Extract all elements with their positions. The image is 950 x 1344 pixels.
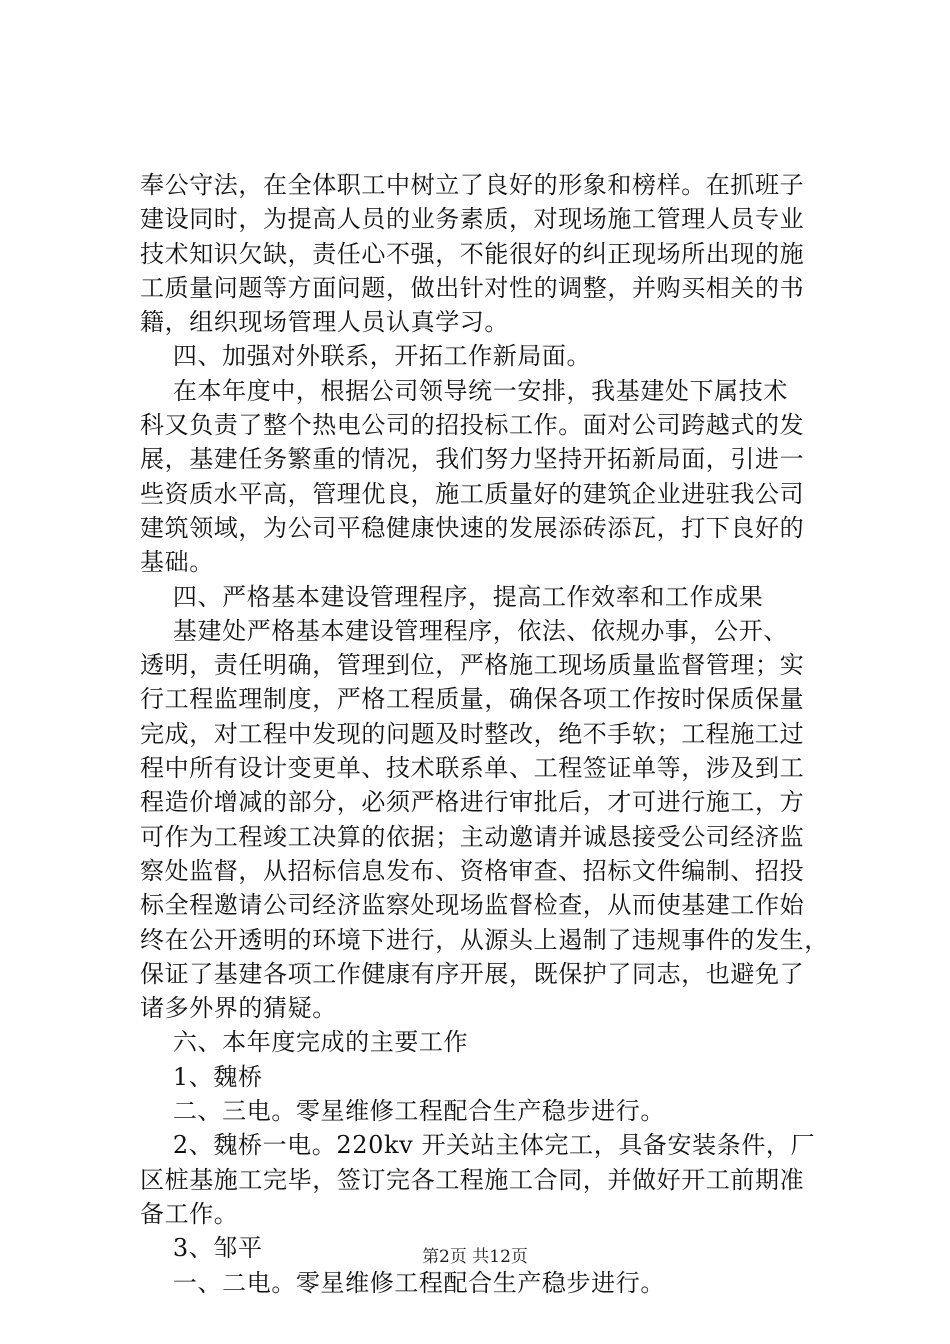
text-line: 3、邹平 xyxy=(140,1234,263,1263)
text-line: 基础。 xyxy=(140,548,214,577)
text-line: 保证了基建各项工作健康有序开展，既保护了同志，也避免了 xyxy=(140,959,805,988)
text-line: 备工作。 xyxy=(140,1199,239,1228)
text-line: 基建处严格基本建设管理程序，依法、依规办事，公开、 xyxy=(140,616,788,645)
text-line: 六、本年度完成的主要工作 xyxy=(140,1028,469,1057)
text-line: 察处监督，从招标信息发布、资格审查、招标文件编制、招投 xyxy=(140,856,805,885)
text-line: 完成，对工程中发现的问题及时整改，绝不手软；工程施工过 xyxy=(140,719,805,748)
text-line: 四、加强对外联系，开拓工作新局面。 xyxy=(140,342,592,371)
text-line: 四、严格基本建设管理程序，提高工作效率和工作成果 xyxy=(140,582,764,611)
text-line: 展，基建任务繁重的情况，我们努力坚持开拓新局面，引进一 xyxy=(140,445,805,474)
page-footer: 第2页 共12页 xyxy=(422,1247,528,1267)
text-line: 标全程邀请公司经济监察处现场监督检查，从而使基建工作始 xyxy=(140,891,805,920)
text-line: 诸多外界的猜疑。 xyxy=(140,994,337,1023)
text-line: 程中所有设计变更单、技术联系单、工程签证单等，涉及到工 xyxy=(140,754,805,783)
text-line: 行工程监理制度，严格工程质量，确保各项工作按时保质保量 xyxy=(140,685,805,714)
text-line: 终在公开透明的环境下进行，从源头上遏制了违规事件的发生， xyxy=(140,925,829,954)
text-line: 1、魏桥 xyxy=(140,1062,263,1091)
text-line: 建筑领域，为公司平稳健康快速的发展添砖添瓦，打下良好的 xyxy=(140,513,805,542)
text-line: 二、三电。零星维修工程配合生产稳步进行。 xyxy=(140,1097,665,1126)
text-line: 一、二电。零星维修工程配合生产稳步进行。 xyxy=(140,1268,665,1297)
text-line: 在本年度中，根据公司领导统一安排，我基建处下属技术 xyxy=(140,376,788,405)
text-line: 区桩基施工完毕，签订完各工程施工合同，并做好开工前期准 xyxy=(140,1165,805,1194)
text-line: 籍，组织现场管理人员认真学习。 xyxy=(140,308,509,337)
text-line: 建设同时，为提高人员的业务素质，对现场施工管理人员专业 xyxy=(140,205,805,234)
document-body xyxy=(140,168,840,1300)
text-line: 透明，责任明确，管理到位，严格施工现场质量监督管理；实 xyxy=(140,651,805,680)
text-line: 2、魏桥一电。220kv 开关站主体完工，具备安装条件，厂 xyxy=(140,1131,816,1160)
text-line: 可作为工程竣工决算的依据；主动邀请并诚恳接受公司经济监 xyxy=(140,822,805,851)
text-line: 程造价增减的部分，必须严格进行审批后，才可进行施工，方 xyxy=(140,788,805,817)
text-line: 奉公守法，在全体职工中树立了良好的形象和榜样。在抓班子 xyxy=(140,171,805,199)
text-line: 技术知识欠缺，责任心不强，不能很好的纠正现场所出现的施 xyxy=(140,239,805,268)
text-line: 科又负责了整个热电公司的招投标工作。面对公司跨越式的发 xyxy=(140,411,805,440)
text-line: 工质量问题等方面问题，做出针对性的调整，并购买相关的书 xyxy=(140,273,805,302)
text-line: 些资质水平高，管理优良，施工质量好的建筑企业进驻我公司 xyxy=(140,479,805,508)
